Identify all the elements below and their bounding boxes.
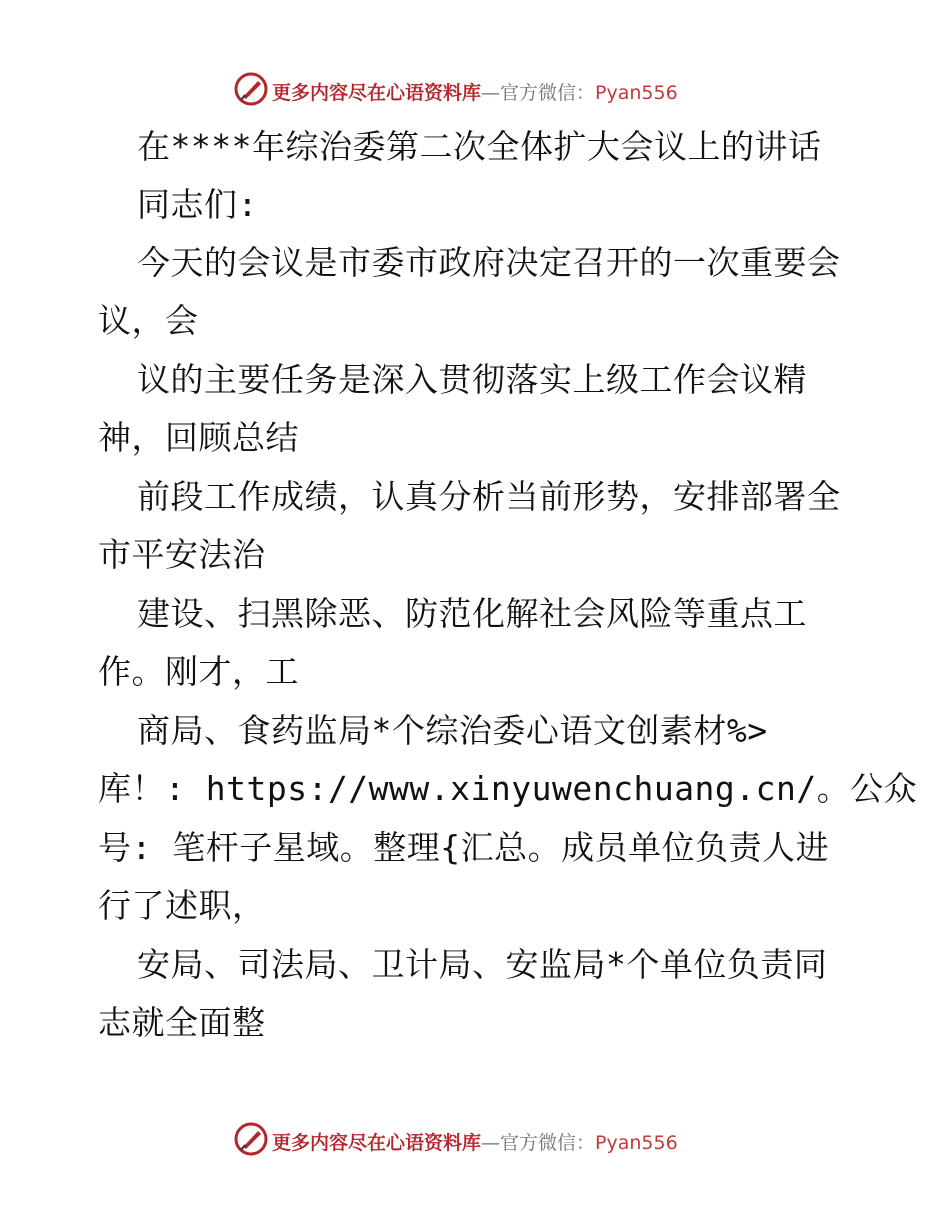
header-banner — [0, 70, 950, 110]
footer-wechat-id: Pyan556 — [595, 1132, 678, 1154]
doc-line: 库！: https://www.xinyuwenchuang.cn/。公众 — [98, 769, 918, 808]
doc-line: 市平安法治 — [98, 535, 266, 574]
footer-official-label: 官方微信： — [500, 1132, 596, 1154]
footer-banner — [0, 1120, 950, 1160]
doc-line: 神，回顾总结 — [98, 418, 299, 457]
doc-line: 商局、食药监局*个综治委心语文创素材%> — [137, 711, 768, 750]
header-dash: — — [481, 82, 501, 104]
doc-line: 建设、扫黑除恶、防范化解社会风险等重点工 — [137, 594, 807, 633]
doc-line: 作。刚才，工 — [98, 652, 299, 691]
header-brand-text: 更多内容尽在心语资料库 — [272, 82, 482, 104]
doc-line: 前段工作成绩，认真分析当前形势，安排部署全 — [137, 477, 841, 516]
doc-line: 号: 笔杆子星域。整理{汇总。成员单位负责人进 — [98, 828, 830, 867]
footer-dash: — — [481, 1132, 501, 1154]
header-wechat-id: Pyan556 — [595, 82, 678, 104]
doc-title: 在****年综治委第二次全体扩大会议上的讲话 — [137, 127, 822, 166]
doc-line: 安局、司法局、卫计局、安监局*个单位负责同 — [137, 945, 828, 984]
quill-pen-logo-icon — [234, 1122, 268, 1156]
doc-line: 议，会 — [98, 301, 199, 340]
footer-brand-text: 更多内容尽在心语资料库 — [272, 1132, 482, 1154]
doc-line: 志就全面整 — [98, 1003, 266, 1042]
doc-line: 行了述职， — [98, 886, 266, 925]
doc-line: 同志们: — [137, 185, 258, 224]
header-text — [272, 78, 678, 105]
header-official-label: 官方微信： — [500, 82, 596, 104]
doc-line: 议的主要任务是深入贯彻落实上级工作会议精 — [137, 360, 807, 399]
doc-line: 今天的会议是市委市政府决定召开的一次重要会 — [137, 243, 841, 282]
quill-pen-logo-icon — [234, 72, 268, 106]
footer-text — [272, 1128, 678, 1155]
